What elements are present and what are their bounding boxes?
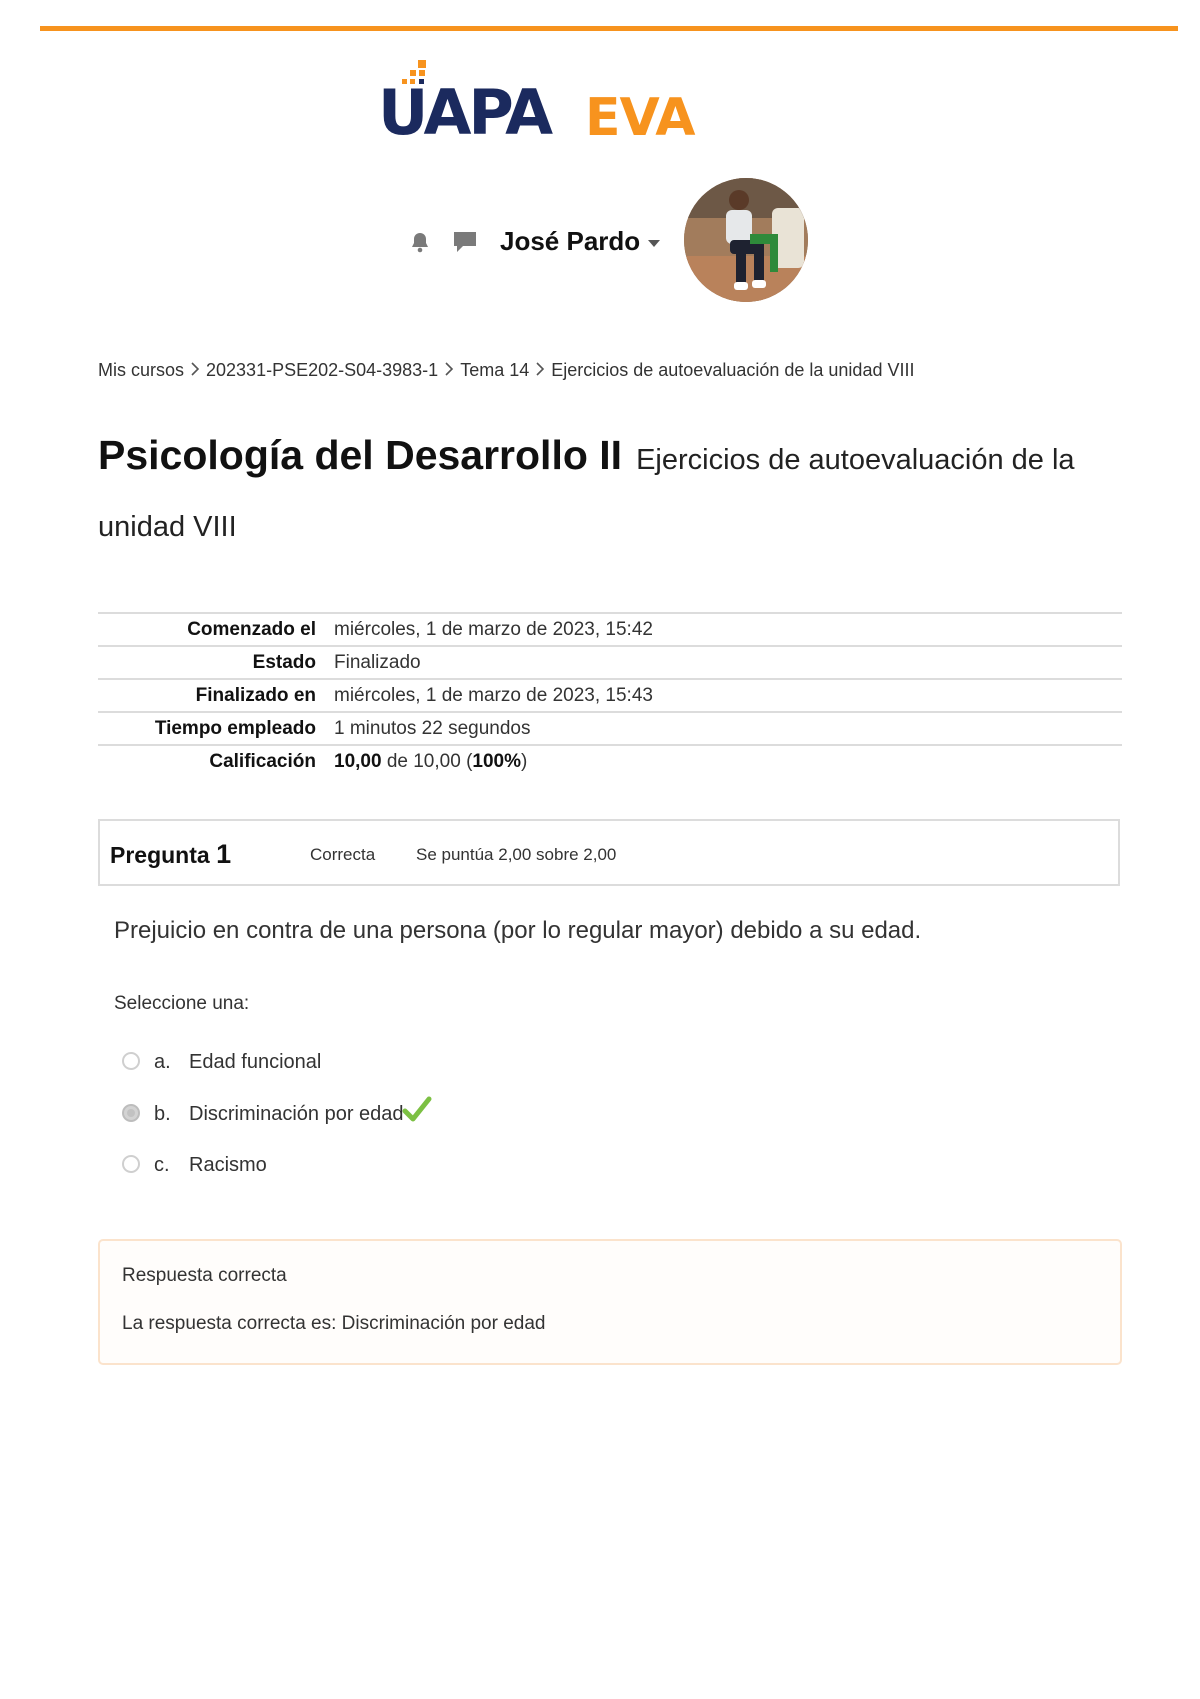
option-letter: b. <box>154 1103 171 1125</box>
option-label: Edad funcional <box>189 1051 322 1073</box>
chevron-right-icon <box>535 361 545 382</box>
chevron-right-icon <box>190 361 200 382</box>
option-label: Racismo <box>189 1154 267 1176</box>
summary-label: Calificación <box>98 745 334 777</box>
question-grade: Se puntúa 2,00 sobre 2,00 <box>416 845 617 864</box>
chat-icon[interactable] <box>452 230 478 254</box>
site-logo[interactable] <box>378 58 708 149</box>
chevron-right-icon <box>444 361 454 382</box>
correct-check-icon <box>402 1095 432 1125</box>
breadcrumb <box>98 360 914 382</box>
radio-button[interactable] <box>122 1052 140 1070</box>
course-title: Psicología del Desarrollo II <box>98 432 623 478</box>
table-row <box>98 613 1122 646</box>
feedback-answer: La respuesta correcta es: Discriminación por edad <box>122 1313 546 1334</box>
table-row <box>98 679 1122 712</box>
activity-title: Ejercicios de autoevaluación de la unidad VIII <box>98 444 1075 543</box>
grade-close: ) <box>521 750 528 772</box>
grade-percent: 100% <box>472 750 522 772</box>
caret-down-icon[interactable] <box>648 240 660 247</box>
summary-value: Finalizado <box>334 646 1122 679</box>
summary-label: Comenzado el <box>98 613 334 646</box>
logo-uapa-text: UAPA <box>378 76 551 149</box>
summary-value: miércoles, 1 de marzo de 2023, 15:43 <box>334 679 1122 712</box>
option-letter: a. <box>154 1051 171 1073</box>
top-accent-bar <box>40 26 1178 31</box>
radio-button[interactable] <box>122 1155 140 1173</box>
option-letter: c. <box>154 1154 170 1176</box>
feedback-box <box>98 1239 1122 1365</box>
summary-value <box>334 745 1122 777</box>
grade-score: 10,00 <box>334 750 382 772</box>
option-label: Discriminación por edad <box>189 1103 404 1125</box>
table-row <box>98 646 1122 679</box>
avatar[interactable] <box>684 178 808 302</box>
answer-prompt: Seleccione una: <box>114 993 250 1014</box>
user-menu-name[interactable]: José Pardo <box>500 226 641 256</box>
breadcrumb-item-topic[interactable]: Tema 14 <box>460 360 530 380</box>
feedback-title: Respuesta correcta <box>122 1265 287 1286</box>
table-row <box>98 745 1122 777</box>
attempt-summary-table <box>98 612 1122 777</box>
bell-icon[interactable] <box>408 230 432 254</box>
question-text: Prejuicio en contra de una persona (por lo regular mayor) debido a su edad. <box>114 917 922 944</box>
question-number <box>110 839 231 870</box>
table-row <box>98 712 1122 745</box>
summary-label: Tiempo empleado <box>98 712 334 745</box>
question-info <box>98 819 1120 886</box>
question-label: Pregunta <box>110 842 210 868</box>
logo-eva-text: EVA <box>585 88 695 148</box>
breadcrumb-item-activity[interactable]: Ejercicios de autoevaluación de la unidad VIII <box>551 360 915 380</box>
question-num: 1 <box>216 839 232 869</box>
grade-of: de 10,00 ( <box>386 750 473 772</box>
user-navigation <box>408 178 818 302</box>
summary-label: Estado <box>98 646 334 679</box>
summary-value: 1 minutos 22 segundos <box>334 712 1122 745</box>
summary-label: Finalizado en <box>98 679 334 712</box>
summary-value: miércoles, 1 de marzo de 2023, 15:42 <box>334 613 1122 646</box>
breadcrumb-item-course[interactable]: 202331-PSE202-S04-3983-1 <box>206 360 439 380</box>
breadcrumb-item-my-courses[interactable]: Mis cursos <box>98 360 185 380</box>
page-title <box>98 424 1128 563</box>
question-state: Correcta <box>310 845 376 864</box>
radio-button[interactable] <box>122 1104 140 1122</box>
